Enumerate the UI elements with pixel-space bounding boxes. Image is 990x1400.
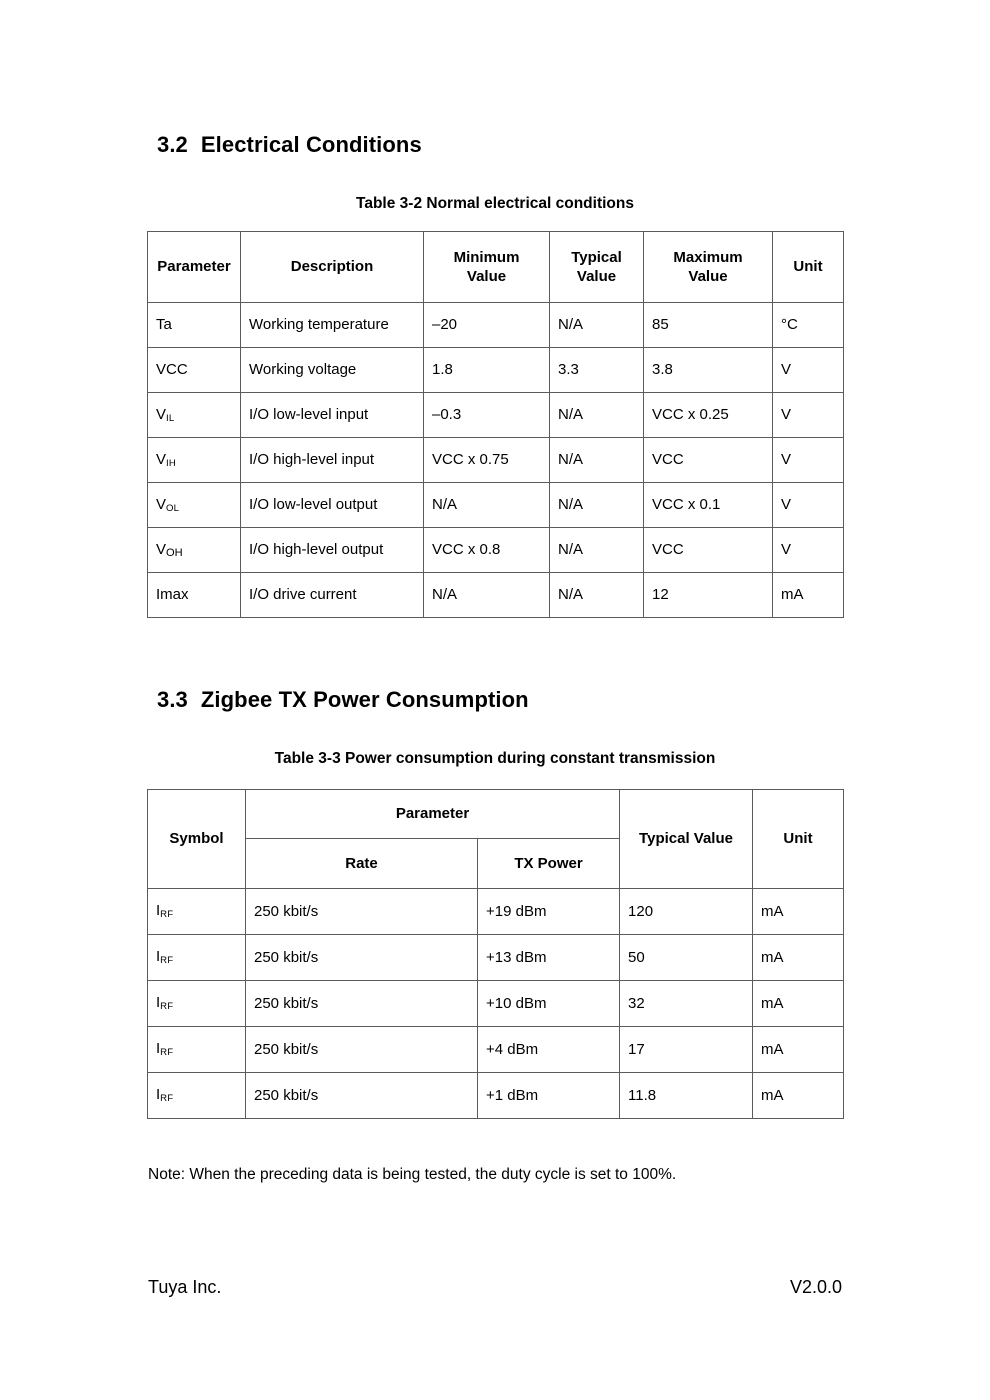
header-line-2: Value [466,268,507,285]
column-header-maximum-value [644,232,773,303]
column-header-tx-power: TX Power [478,839,620,889]
table-row [148,573,844,618]
symbol-main: I [156,902,161,920]
cell-description: I/O high-level input [241,438,424,483]
header-line-2: Value [688,268,728,285]
cell-unit: mA [753,1027,844,1073]
parameter-symbol: V [156,495,167,513]
cell-typical: N/A [550,393,644,438]
cell-typical: N/A [550,303,644,348]
table-header-row [148,232,844,303]
header-line-2: Value [576,268,617,285]
cell-rate: 250 kbit/s [246,1027,478,1073]
column-header-typical-value [550,232,644,303]
symbol-main: I [156,1040,161,1058]
symbol-main: I [156,948,161,966]
symbol-subscript: RF [160,1047,174,1059]
section-title: Electrical Conditions [200,132,422,157]
cell-description: Working temperature [241,303,424,348]
cell-maximum: 85 [644,303,773,348]
cell-unit: mA [773,573,844,618]
cell-parameter [148,393,241,438]
cell-parameter [148,483,241,528]
cell-minimum: VCC x 0.75 [424,438,550,483]
parameter-symbol: V [156,450,167,468]
symbol-main: I [156,994,161,1012]
symbol-subscript: RF [160,1001,174,1013]
cell-typical-value: 17 [620,1027,753,1073]
cell-minimum: –0.3 [424,393,550,438]
cell-tx-power: +10 dBm [478,981,620,1027]
table-row [148,483,844,528]
symbol-subscript: RF [160,1093,174,1105]
cell-rate: 250 kbit/s [246,935,478,981]
cell-maximum: VCC [644,438,773,483]
header-line-1: Maximum [673,248,743,266]
table-row [148,981,844,1027]
footer-version: V2.0.0 [789,1277,842,1297]
table-row [148,303,844,348]
cell-unit: mA [753,889,844,935]
column-header-parameter-group: Parameter [246,790,620,839]
column-header-rate: Rate [246,839,478,889]
cell-symbol [148,1073,246,1119]
note-text: Note: When the preceding data is being tested, the duty cycle is set to 100%. [148,1166,677,1183]
cell-maximum: VCC x 0.1 [644,483,773,528]
table-caption-3-3: Table 3-3 Power consumption during constant transmission [274,750,716,767]
cell-minimum: –20 [424,303,550,348]
cell-typical-value: 50 [620,935,753,981]
column-header-parameter [148,232,241,303]
parameter-symbol: V [156,540,167,558]
cell-symbol [148,935,246,981]
cell-description: I/O low-level output [241,483,424,528]
parameter-subscript: IL [166,412,175,424]
symbol-subscript: RF [160,955,174,967]
cell-unit: V [773,528,844,573]
header-line-1: Parameter [157,258,231,276]
cell-unit: mA [753,981,844,1027]
parameter-symbol: Ta [156,315,172,333]
parameter-subscript: OL [166,502,180,514]
section-number: 3.2 [157,132,188,157]
cell-typical-value: 120 [620,889,753,935]
cell-description: I/O drive current [241,573,424,618]
cell-rate: 250 kbit/s [246,1073,478,1119]
cell-tx-power: +13 dBm [478,935,620,981]
symbol-main: I [156,1086,161,1104]
table-caption-3-2: Table 3-2 Normal electrical conditions [356,195,634,212]
table-header-row-top [148,790,844,839]
cell-unit: mA [753,1073,844,1119]
cell-symbol [148,1027,246,1073]
cell-typical: N/A [550,528,644,573]
cell-unit: °C [773,303,844,348]
header-line-1: Typical [571,248,622,266]
cell-minimum: VCC x 0.8 [424,528,550,573]
column-header-symbol: Symbol [148,790,246,889]
cell-typical-value: 11.8 [620,1073,753,1119]
cell-rate: 250 kbit/s [246,981,478,1027]
cell-maximum: VCC x 0.25 [644,393,773,438]
header-line-1: Minimum [453,248,520,266]
cell-parameter [148,528,241,573]
cell-parameter [148,348,241,393]
table-row [148,393,844,438]
cell-symbol [148,889,246,935]
cell-tx-power: +1 dBm [478,1073,620,1119]
header-line-1: Description [290,258,374,276]
table-power-consumption-constant-transmission [147,789,844,1119]
cell-minimum: N/A [424,573,550,618]
cell-unit: V [773,393,844,438]
header-line-1: Unit [793,258,823,276]
section-title: Zigbee TX Power Consumption [200,687,529,712]
cell-typical: N/A [550,438,644,483]
cell-unit: mA [753,935,844,981]
table-row [148,1073,844,1119]
symbol-subscript: RF [160,909,174,921]
table-row [148,889,844,935]
table-row [148,1027,844,1073]
cell-parameter [148,303,241,348]
parameter-symbol: VCC [156,360,188,378]
cell-maximum: 12 [644,573,773,618]
cell-unit: V [773,348,844,393]
cell-description: I/O high-level output [241,528,424,573]
cell-parameter [148,438,241,483]
table-row [148,438,844,483]
cell-rate: 250 kbit/s [246,889,478,935]
cell-maximum: 3.8 [644,348,773,393]
cell-maximum: VCC [644,528,773,573]
column-header-description [241,232,424,303]
parameter-subscript: OH [166,546,183,559]
cell-parameter [148,573,241,618]
cell-typical: 3.3 [550,348,644,393]
column-header-unit: Unit [753,790,844,889]
table-row [148,348,844,393]
parameter-symbol: Imax [156,585,189,603]
cell-typical-value: 32 [620,981,753,1027]
cell-tx-power: +19 dBm [478,889,620,935]
table-row [148,935,844,981]
parameter-symbol: V [156,405,167,423]
column-header-minimum-value [424,232,550,303]
cell-typical: N/A [550,483,644,528]
cell-tx-power: +4 dBm [478,1027,620,1073]
parameter-subscript: IH [166,457,177,469]
column-header-unit [773,232,844,303]
section-number: 3.3 [157,687,188,712]
cell-unit: V [773,438,844,483]
footer-company: Tuya Inc. [148,1277,222,1297]
cell-unit: V [773,483,844,528]
cell-description: Working voltage [241,348,424,393]
cell-typical: N/A [550,573,644,618]
table-normal-electrical-conditions [147,231,844,618]
cell-minimum: 1.8 [424,348,550,393]
cell-symbol [148,981,246,1027]
section-heading-zigbee-tx-power-consumption [157,687,529,713]
table-row [148,528,844,573]
cell-description: I/O low-level input [241,393,424,438]
page-footer [148,1277,842,1298]
column-header-typical-value: Typical Value [620,790,753,889]
section-heading-electrical-conditions [157,132,422,158]
cell-minimum: N/A [424,483,550,528]
